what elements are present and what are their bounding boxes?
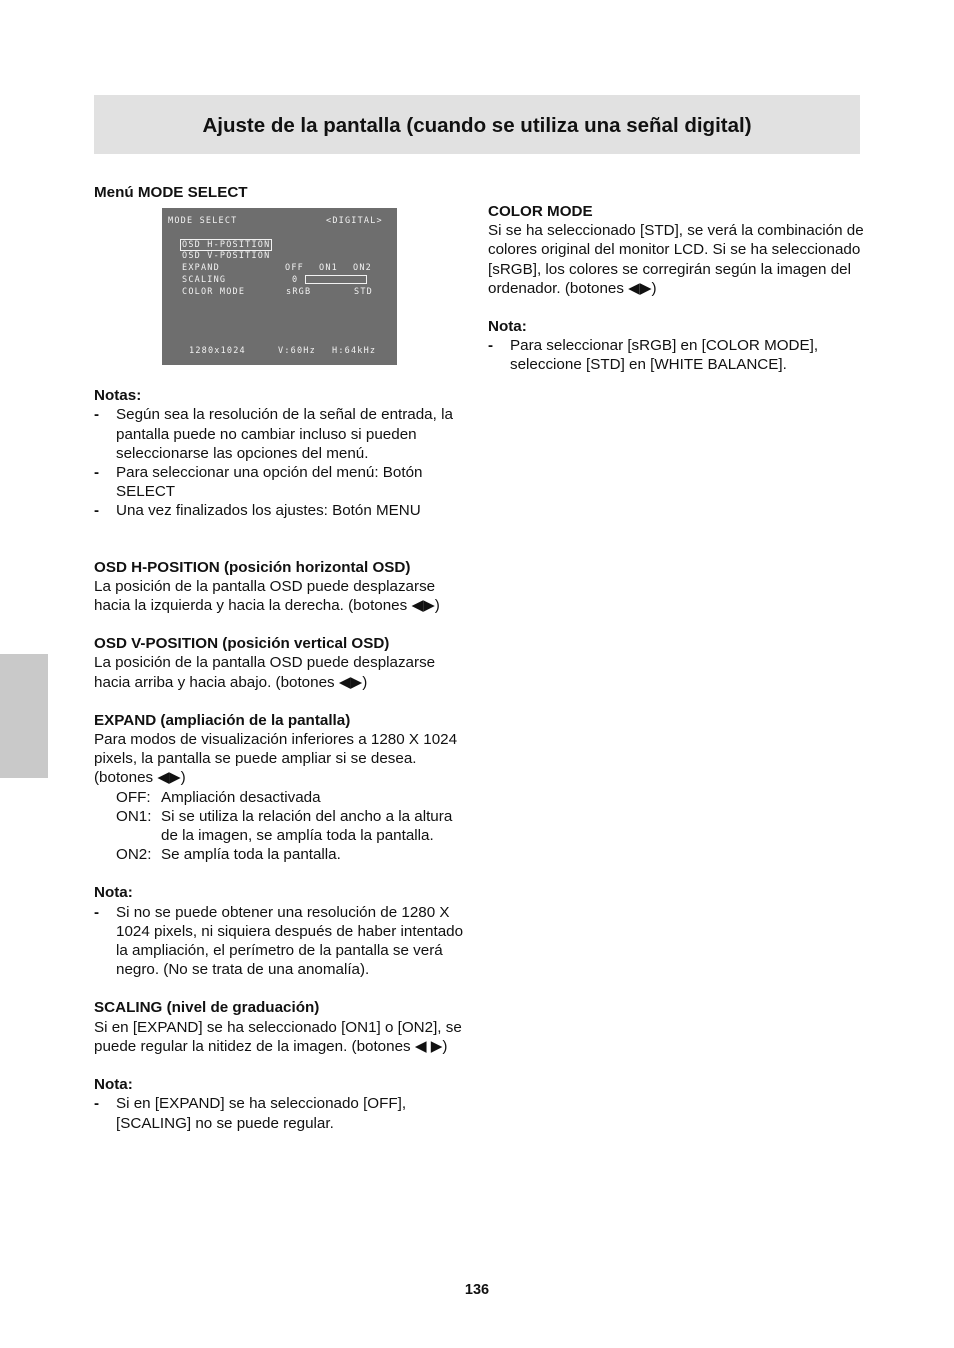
- color-mode-note-heading: Nota:: [488, 318, 527, 336]
- osd-scaling-bar: [305, 275, 367, 284]
- page-title: Ajuste de la pantalla (cuando se utiliza una señal digital): [202, 114, 752, 137]
- expand-option: [94, 845, 469, 864]
- color-mode-heading: COLOR MODE: [488, 203, 593, 220]
- osd-item-color-mode: COLOR MODE: [182, 287, 246, 298]
- osd-h-text: La posición de la pantalla OSD puede desplazarse hacia la izquierda y hacia la derecha. (botones ◀▶): [94, 577, 440, 615]
- note-item: - Según sea la resolución de la señal de entrada, la pantalla puede no cambiar incluso si pueden seleccionarse las opciones del menú.: [94, 405, 469, 463]
- note-item: - Si no se puede obtener una resolución de 1280 X 1024 pixels, ni siquiera después de haber intentado la ampliación, el perímetro de la pantalla se verá negro. (No se trata de una anomalía).: [94, 903, 469, 980]
- osd-vfreq: V:60Hz: [278, 346, 316, 357]
- osd-screen-image: [162, 208, 397, 365]
- notes-list: [94, 405, 469, 520]
- osd-item-scaling: SCALING: [182, 275, 227, 286]
- note-item: - Para seleccionar una opción del menú: Botón SELECT: [94, 463, 469, 501]
- osd-title: MODE SELECT: [168, 216, 238, 227]
- osd-resolution: 1280x1024: [189, 346, 246, 357]
- expand-option: [94, 788, 469, 807]
- scaling-text: Si en [EXPAND] se ha seleccionado [ON1] o [ON2], se puede regular la nitidez de la imagen. (botones ◀ ▶): [94, 1018, 462, 1055]
- osd-color-std: STD: [354, 287, 373, 298]
- option-value: Si se utiliza la relación del ancho a la altura de la imagen, se amplía toda la pantalla.: [161, 807, 453, 845]
- osd-color-srgb: sRGB: [286, 287, 312, 298]
- note-item: - Para seleccionar [sRGB] en [COLOR MODE], seleccione [STD] en [WHITE BALANCE].: [488, 336, 868, 374]
- osd-expand-off: OFF: [285, 263, 304, 274]
- note-item: - Si en [EXPAND] se ha seleccionado [OFF], [SCALING] no se puede regular.: [94, 1094, 469, 1132]
- page-number: 136: [464, 1282, 490, 1298]
- osd-hfreq: H:64kHz: [332, 346, 377, 357]
- osd-item-v-position: OSD V-POSITION: [182, 251, 271, 262]
- option-key: ON1:: [116, 807, 152, 825]
- option-key: OFF:: [116, 788, 151, 806]
- section-tab: [0, 654, 48, 778]
- expand-option: [94, 807, 469, 845]
- color-mode-note-list: [488, 336, 868, 374]
- osd-item-h-position: OSD H-POSITION: [182, 240, 271, 251]
- option-value: Ampliación desactivada: [161, 788, 321, 806]
- right-column: [488, 202, 868, 375]
- scaling-note-list: [94, 1094, 469, 1132]
- left-column: [94, 183, 469, 1133]
- osd-v-text: La posición de la pantalla OSD puede desplazarse hacia arriba y hacia abajo. (botones ◀▶): [94, 654, 436, 691]
- scaling-heading: SCALING (nivel de graduación): [94, 999, 320, 1017]
- osd-scaling-value: 0: [292, 275, 299, 286]
- scaling-note-heading: Nota:: [94, 1076, 133, 1094]
- option-value: Se amplía toda la pantalla.: [161, 846, 341, 864]
- note-item: - Una vez finalizados los ajustes: Botón MENU: [94, 501, 469, 520]
- osd-h-heading: OSD H-POSITION (posición horizontal OSD): [94, 558, 411, 576]
- expand-note-heading: Nota:: [94, 884, 133, 902]
- menu-heading: Menú MODE SELECT: [94, 184, 248, 201]
- osd-item-expand: EXPAND: [182, 263, 220, 274]
- osd-v-heading: OSD V-POSITION (posición vertical OSD): [94, 635, 390, 653]
- expand-heading: EXPAND (ampliación de la pantalla): [94, 711, 351, 729]
- expand-note-list: [94, 903, 469, 980]
- expand-text: Para modos de visualización inferiores a 1280 X 1024 pixels, la pantalla se puede ampliar si se desea. (botones ◀▶): [94, 731, 458, 787]
- header-band: [94, 95, 860, 154]
- color-mode-text: Si se ha seleccionado [STD], se verá la combinación de colores original del monitor LCD. Si se ha seleccionado [sRGB], los colores se corregirán según la imagen del ordenador. (botones ◀▶): [488, 222, 864, 297]
- osd-expand-on1: ON1: [319, 263, 338, 274]
- osd-signal: <DIGITAL>: [326, 216, 383, 227]
- osd-expand-on2: ON2: [353, 263, 372, 274]
- notes-heading: Notas:: [94, 387, 142, 405]
- option-key: ON2:: [116, 846, 152, 864]
